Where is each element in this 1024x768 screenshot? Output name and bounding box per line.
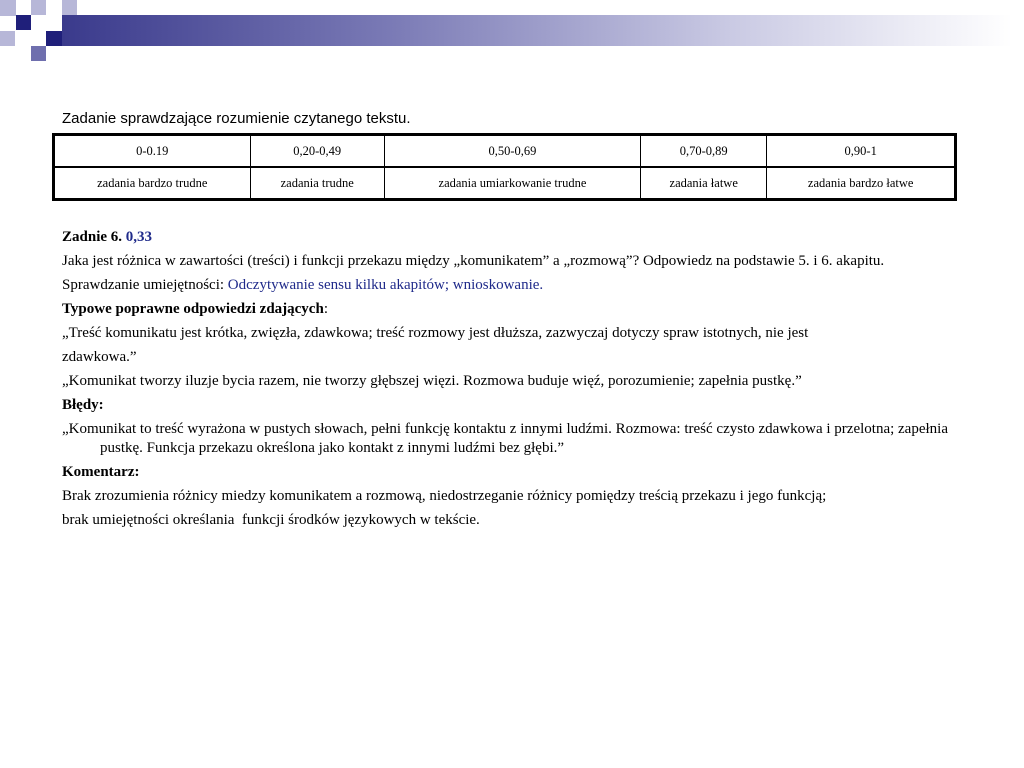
decor-square xyxy=(0,0,16,16)
correct-answer-1b: zdawkowa.” xyxy=(62,349,137,365)
decor-square xyxy=(46,31,62,46)
task-question: Jaka jest różnica w zawartości (treści) i funkcji przekazu między „komunikatem” a „rozmową”? Odpowiedz na podstawie 5. i 6. akapitu. xyxy=(62,253,885,269)
comment-1: Brak zrozumienia różnicy miedzy komunikatem a rozmową, niedostrzeganie różnicy pomiędzy treścią przekazu i jego funkcją; xyxy=(62,488,827,504)
range-cell: 0,50-0,69 xyxy=(384,135,640,168)
decorative-header xyxy=(0,0,1024,62)
task-title-line xyxy=(62,228,952,247)
subtitle: Zadanie sprawdzające rozumienie czytanego tekstu. xyxy=(62,110,411,127)
correct-heading-colon: : xyxy=(323,301,328,317)
decor-square xyxy=(31,0,46,15)
errors-heading: Błędy: xyxy=(62,397,104,413)
task-title: Zadnie 6. xyxy=(62,229,123,245)
decor-square xyxy=(0,31,15,46)
range-cell: 0,90-1 xyxy=(767,135,956,168)
decor-square xyxy=(31,46,46,61)
skill-value: Odczytywanie sensu kilku akapitów; wnioskowanie. xyxy=(227,277,544,293)
skill-line xyxy=(62,276,952,295)
table-row xyxy=(54,135,956,168)
label-cell: zadania trudne xyxy=(250,167,384,200)
table-row xyxy=(54,167,956,200)
correct-answer-1a: „Treść komunikatu jest krótka, zwięzła, zdawkowa; treść rozmowy jest dłuższa, zazwyczaj dotyczy spraw istotnych, nie jest xyxy=(62,325,809,341)
label-cell: zadania umiarkowanie trudne xyxy=(384,167,640,200)
task-content xyxy=(62,228,952,535)
difficulty-scale-table xyxy=(52,133,957,201)
correct-heading-line xyxy=(62,300,952,319)
decor-square xyxy=(62,0,77,15)
comment-heading-line xyxy=(62,463,952,482)
task-score: 0,33 xyxy=(125,229,153,245)
correct-heading: Typowe poprawne odpowiedzi zdających xyxy=(62,301,324,317)
range-cell: 0-0.19 xyxy=(54,135,251,168)
error-answer: „Komunikat to treść wyrażona w pustych słowach, pełni funkcję kontaktu z innymi ludźmi. Rozmowa: treść czysto zdawkowa i przelotna; zapełnia pustkę. Funkcja przekazu określona jako kontakt z innymi ludźmi bez głębi.” xyxy=(62,421,948,456)
range-cell: 0,70-0,89 xyxy=(641,135,767,168)
errors-heading-line xyxy=(62,396,952,415)
range-cell: 0,20-0,49 xyxy=(250,135,384,168)
decor-gradient-bar xyxy=(62,15,1012,46)
label-cell: zadania bardzo łatwe xyxy=(767,167,956,200)
label-cell: zadania bardzo trudne xyxy=(54,167,251,200)
label-cell: zadania łatwe xyxy=(641,167,767,200)
correct-answer-2: „Komunikat tworzy iluzje bycia razem, nie tworzy głębszej więzi. Rozmowa buduje więź, porozumienie; zapełnia pustkę.” xyxy=(62,373,802,389)
decor-square xyxy=(16,15,31,30)
skill-label: Sprawdzanie umiejętności: xyxy=(62,277,225,293)
comment-heading: Komentarz: xyxy=(62,464,140,480)
comment-2: brak umiejętności określania funkcji środków językowych w tekście. xyxy=(62,512,480,528)
